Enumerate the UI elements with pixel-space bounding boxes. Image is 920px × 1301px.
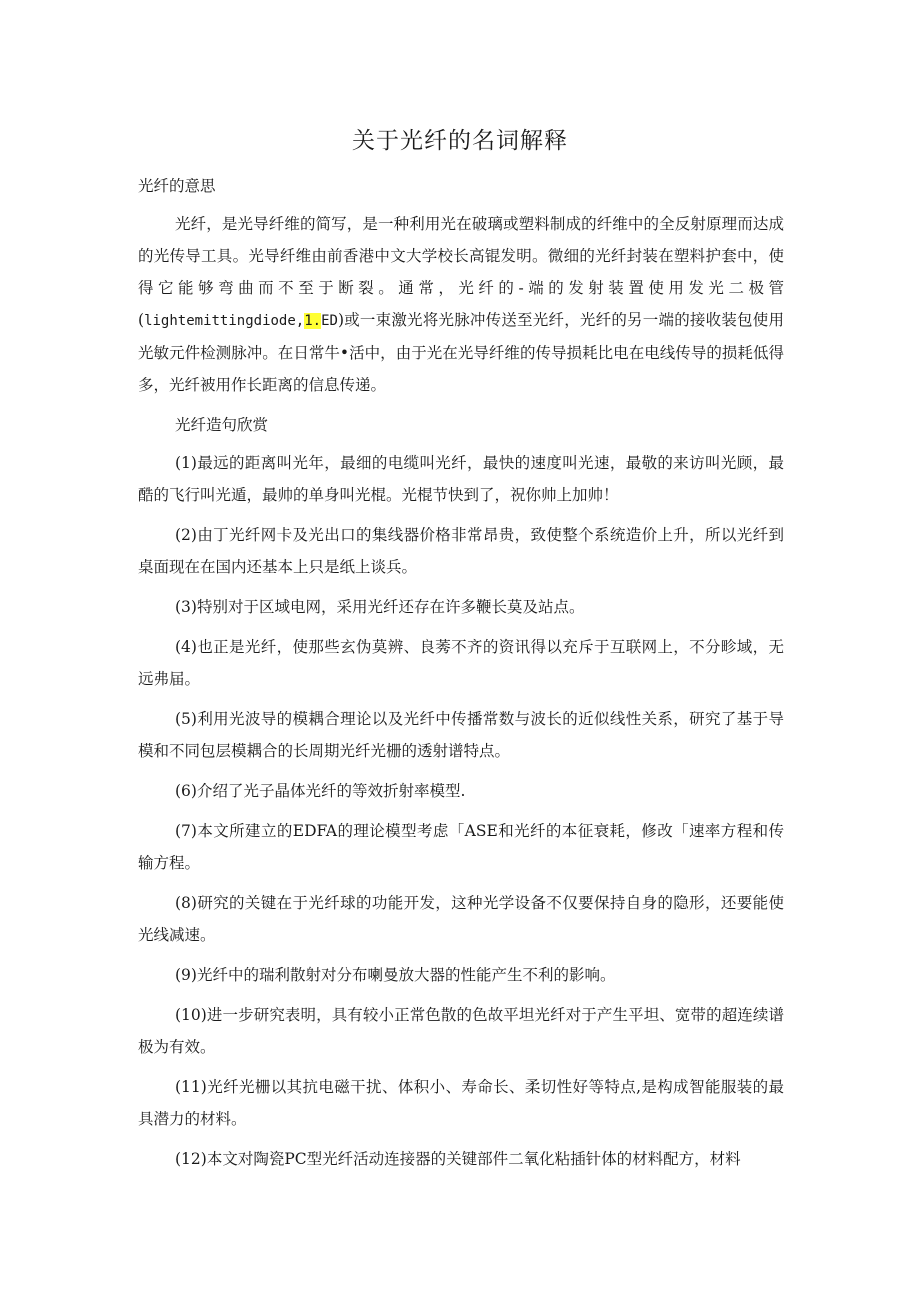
intro-term-2: ED — [321, 313, 338, 329]
section-heading: 光纤的意思 — [138, 177, 216, 195]
sub-heading: 光纤造句欣赏 — [175, 416, 269, 434]
intro-paragraph — [138, 208, 784, 401]
sentence-item: (2)由丁光纤网卡及光出口的集线器价格非常昂贵，致使整个系统造价上升，所以光纤到桌面现在在国内还基本上只是纸上谈兵。 — [138, 526, 784, 576]
sentence-item: (9)光纤中的瑞利散射对分布喇曼放大器的性能产生不利的影响。 — [175, 966, 616, 984]
document-body — [138, 170, 784, 1183]
intro-highlight: 1. — [304, 313, 322, 329]
intro-text-part1: 光纤，是光导纤维的简写，是一种利用光在破璃或塑料制成的纤维中的全反射原理而达成的光传导工具。光导纤维由前香港中文大学校长高锟发明。微细的光纤封装在塑料护套中，使得它能够弯曲而不至于断裂。通常，光纤的-端的发射装置使用发光二极管( — [138, 215, 784, 329]
document-title: 关于光纤的名词解释 — [352, 128, 568, 154]
sentence-item: (8)研究的关键在于光纤球的功能开发，这种光学设备不仅要保持自身的隐形，还要能使光线减速。 — [138, 894, 784, 944]
sentence-item: (1)最远的距离叫光年，最细的电缆叫光纤，最快的速度叫光速，最敬的来访叫光顾，最酷的飞行叫光遁，最帅的单身叫光棍。光棍节快到了，祝你帅上加帅！ — [138, 454, 784, 504]
sentence-item: (10)进一步研究表明，具有较小正常色散的色故平坦光纤对于产生平坦、宽带的超连续谱极为有效。 — [138, 1006, 784, 1056]
sentence-item: (7)本文所建立的EDFA的理论模型考虑「ASE和光纤的本征衰耗，修改「速率方程和传输方程。 — [138, 822, 784, 872]
sentence-item: (3)特别对于区域电网，采用光纤还存在许多鞭长莫及站点。 — [175, 598, 585, 616]
sentence-item: (12)本文对陶瓷PC型光纤活动连接器的关键部件二氧化粘插针体的材料配方，材料 — [175, 1150, 741, 1168]
intro-text-part2: )或一束激光将光脉冲传送至光纤，光纤的另一端的接收装包使用光敏元件检测脉冲。在日常牛•活中，由于光在光导纤维的传导损耗比电在电线传导的损耗低得多，光纤被用作长距离的信息传递。 — [138, 311, 784, 394]
sentence-item: (6)介绍了光子晶体光纤的等效折射率模型. — [175, 782, 466, 800]
intro-term: lightemittingdiode, — [144, 313, 305, 329]
sentence-item: (5)利用光波导的模耦合理论以及光纤中传播常数与波长的近似线性关系，研究了基于导模和不同包层模耦合的长周期光纤光栅的透射谱特点。 — [138, 710, 784, 760]
sentence-item: (11)光纤光栅以其抗电磁干扰、体积小、寿命长、柔切性好等特点,是构成智能服装的最具潜力的材料。 — [138, 1078, 784, 1128]
sentence-item: (4)也正是光纤，使那些玄伪莫辨、良莠不齐的资讯得以充斥于互联网上，不分畛域，无远弗届。 — [138, 638, 784, 688]
